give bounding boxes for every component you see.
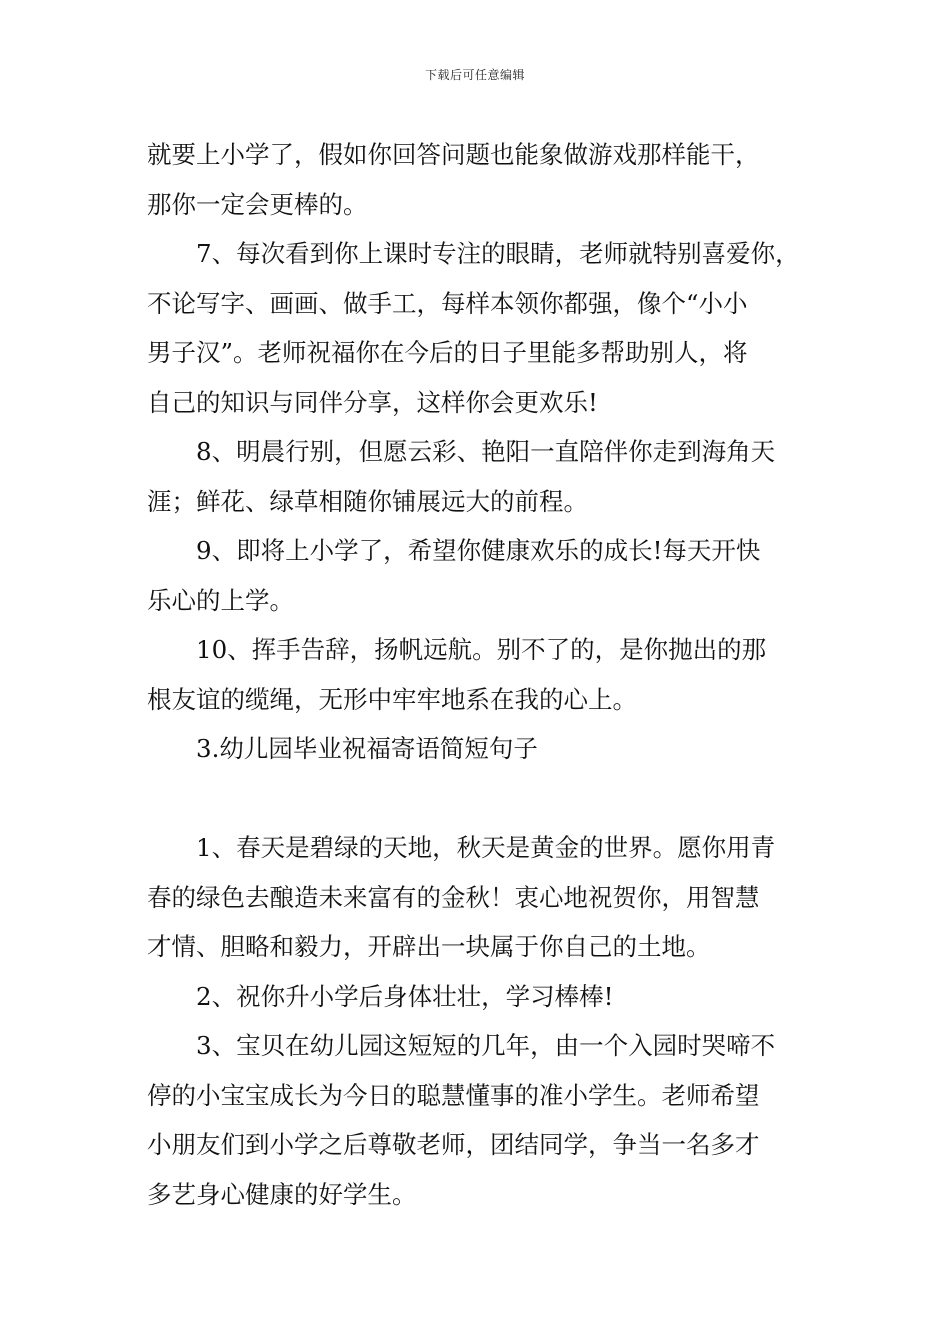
page-header: 下载后可任意编辑 [424, 68, 525, 82]
text-line: 8、明晨行别，但愿云彩、艳阳一直陪伴你走到海角天 [196, 437, 776, 466]
text-line: 2、祝你升小学后身体壮壮，学习棒棒! [196, 981, 614, 1011]
text-line: 10、挥手告辞，扬帆远航。别不了的，是你抛出的那 [196, 635, 767, 664]
text-line: 男子汉”。老师祝福你在今后的日子里能多帮助别人，将 [147, 338, 748, 367]
text-line: 7、每次看到你上课时专注的眼睛，老师就特别喜爱你， [196, 239, 800, 268]
text-line: 9、即将上小学了，希望你健康欢乐的成长!每天开快 [196, 536, 761, 565]
text-line: 就要上小学了，假如你回答问题也能象做游戏那样能干， [147, 140, 760, 169]
text-line: 那你一定会更棒的。 [147, 189, 368, 219]
text-line: 多艺身心健康的好学生。 [147, 1179, 417, 1209]
document-body [147, 130, 837, 1219]
text-line: 1、春天是碧绿的天地，秋天是黄金的世界。愿你用青 [196, 833, 776, 862]
text-line: 涯；鲜花、绿草相随你铺展远大的前程。 [147, 486, 588, 516]
blank-line [147, 774, 837, 824]
text-line: 自己的知识与同伴分享，这样你会更欢乐! [147, 387, 598, 417]
text-line: 不论写字、画画、做手工，每样本领你都强，像个“小小 [147, 288, 748, 318]
section-heading: 3.幼儿园毕业祝福寄语简短句子 [196, 734, 538, 763]
text-line: 小朋友们到小学之后尊敬老师，团结同学，争当一名多才 [147, 1130, 760, 1159]
text-line: 3、宝贝在幼儿园这短短的几年，由一个入园时哭啼不 [196, 1031, 776, 1060]
text-line: 才情、胆略和毅力，开辟出一块属于你自己的土地。 [147, 932, 711, 961]
text-line: 停的小宝宝成长为今日的聪慧懂事的准小学生。老师希望 [147, 1080, 760, 1110]
text-line: 乐心的上学。 [147, 585, 294, 615]
text-line: 春的绿色去酿造未来富有的金秋！衷心地祝贺你，用智慧 [147, 882, 760, 912]
text-line: 根友谊的缆绳，无形中牢牢地系在我的心上。 [147, 684, 637, 714]
